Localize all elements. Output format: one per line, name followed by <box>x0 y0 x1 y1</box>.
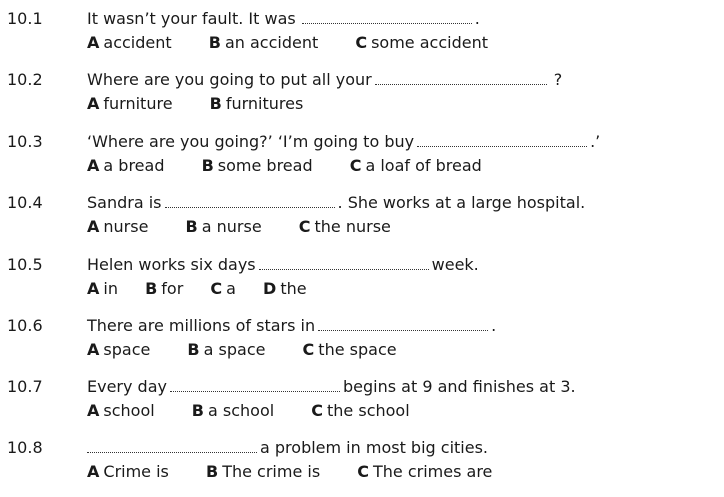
option-letter: C <box>349 156 362 175</box>
option-text: a nurse <box>201 217 262 236</box>
answer-blank[interactable] <box>318 316 488 331</box>
option-b[interactable] <box>187 339 265 361</box>
option-a[interactable] <box>87 32 172 54</box>
option-letter: B <box>201 156 214 175</box>
option-letter: B <box>145 279 158 298</box>
answer-blank[interactable] <box>170 377 340 392</box>
answer-options <box>87 32 488 54</box>
option-letter: A <box>87 156 100 175</box>
question-10-1 <box>0 8 724 68</box>
option-letter: D <box>263 279 277 298</box>
question-number: 10.1 <box>7 9 43 28</box>
option-letter: B <box>191 401 204 420</box>
question-10-8 <box>0 437 724 497</box>
stem-before: It wasn’t your fault. It was <box>87 9 296 28</box>
option-text: The crimes are <box>373 462 493 481</box>
stem-before: ‘Where are you going?’ ‘I’m going to buy <box>87 132 415 151</box>
question-stem <box>87 254 479 276</box>
question-10-2 <box>0 69 724 129</box>
option-b[interactable] <box>209 32 319 54</box>
option-letter: C <box>311 401 324 420</box>
option-c[interactable] <box>311 400 409 422</box>
option-c[interactable] <box>350 155 482 177</box>
stem-after: . <box>491 316 497 335</box>
option-text: a loaf of bread <box>365 156 482 175</box>
stem-after: week. <box>431 255 479 274</box>
option-text: school <box>103 401 155 420</box>
option-letter: C <box>355 33 368 52</box>
option-letter: C <box>357 462 369 481</box>
option-letter: B <box>208 33 221 52</box>
stem-after: a problem in most big cities. <box>260 438 488 457</box>
option-a[interactable] <box>87 155 164 177</box>
option-text: in <box>103 279 118 298</box>
question-number: 10.4 <box>7 193 43 212</box>
question-stem <box>87 131 600 153</box>
question-stem <box>87 315 496 337</box>
option-text: The crime is <box>222 462 321 481</box>
option-a[interactable] <box>87 461 169 483</box>
answer-blank[interactable] <box>87 438 257 453</box>
option-letter: A <box>87 94 100 113</box>
stem-before: Every day <box>87 377 167 396</box>
option-text: the school <box>327 401 410 420</box>
stem-before: Helen works six days <box>87 255 256 274</box>
option-text: a <box>226 279 236 298</box>
option-d[interactable] <box>263 278 307 300</box>
answer-blank[interactable] <box>417 132 587 147</box>
answer-blank[interactable] <box>302 9 472 24</box>
stem-before: Where are you going to put all your <box>87 70 372 89</box>
answer-options <box>87 93 303 115</box>
question-10-4 <box>0 192 724 252</box>
option-c[interactable] <box>299 216 391 238</box>
option-c[interactable] <box>355 32 488 54</box>
option-text: space <box>103 340 151 359</box>
option-a[interactable] <box>87 339 150 361</box>
option-a[interactable] <box>87 216 148 238</box>
stem-after: . <box>474 9 480 28</box>
option-a[interactable] <box>87 93 173 115</box>
answer-options <box>87 216 391 238</box>
question-number: 10.3 <box>7 132 43 151</box>
option-text: for <box>161 279 184 298</box>
option-text: some accident <box>371 33 488 52</box>
option-b[interactable] <box>202 155 313 177</box>
option-text: some bread <box>217 156 313 175</box>
question-10-3 <box>0 131 724 191</box>
option-text: the space <box>318 340 397 359</box>
option-text: the nurse <box>314 217 391 236</box>
question-10-6 <box>0 315 724 375</box>
option-a[interactable] <box>87 400 155 422</box>
option-letter: B <box>205 462 219 481</box>
stem-before: There are millions of stars in <box>87 316 316 335</box>
option-text: an accident <box>224 33 319 52</box>
question-number: 10.5 <box>7 255 43 274</box>
stem-after: . She works at a large hospital. <box>337 193 586 212</box>
option-text: furniture <box>103 94 173 113</box>
answer-options <box>87 461 492 483</box>
option-letter: B <box>185 217 198 236</box>
option-letter: C <box>210 279 223 298</box>
answer-blank[interactable] <box>259 255 429 270</box>
question-number: 10.6 <box>7 316 43 335</box>
option-letter: B <box>209 94 222 113</box>
option-letter: A <box>87 462 100 481</box>
answer-options <box>87 278 307 300</box>
option-a[interactable] <box>87 278 118 300</box>
question-number: 10.2 <box>7 70 43 89</box>
question-10-5 <box>0 254 724 314</box>
option-letter: C <box>302 340 315 359</box>
option-b[interactable] <box>145 278 183 300</box>
option-text: furnitures <box>225 94 304 113</box>
option-letter: A <box>87 33 100 52</box>
question-number: 10.8 <box>7 438 43 457</box>
answer-blank[interactable] <box>375 70 547 85</box>
option-c[interactable] <box>357 461 492 483</box>
option-text: accident <box>103 33 172 52</box>
option-c[interactable] <box>210 278 236 300</box>
answer-blank[interactable] <box>165 193 335 208</box>
option-text: a bread <box>103 156 165 175</box>
question-10-7 <box>0 376 724 436</box>
question-number: 10.7 <box>7 377 43 396</box>
option-text: the <box>280 279 307 298</box>
option-text: nurse <box>103 217 149 236</box>
question-stem <box>87 192 585 214</box>
stem-after: ? <box>553 70 563 89</box>
option-b[interactable] <box>206 461 320 483</box>
answer-options <box>87 339 397 361</box>
option-text: a school <box>207 401 275 420</box>
option-letter: B <box>187 340 200 359</box>
option-c[interactable] <box>303 339 397 361</box>
stem-after: begins at 9 and finishes at 3. <box>342 377 576 396</box>
option-letter: A <box>87 217 100 236</box>
stem-before: Sandra is <box>87 193 162 212</box>
question-stem <box>87 69 562 91</box>
option-text: Crime is <box>103 462 169 481</box>
question-stem <box>87 437 488 459</box>
option-b[interactable] <box>186 216 262 238</box>
question-stem <box>87 376 576 398</box>
option-b[interactable] <box>210 93 304 115</box>
option-letter: A <box>87 340 100 359</box>
option-b[interactable] <box>192 400 274 422</box>
answer-options <box>87 400 410 422</box>
option-letter: A <box>87 279 100 298</box>
question-stem <box>87 8 480 30</box>
option-letter: C <box>298 217 311 236</box>
option-text: a space <box>203 340 266 359</box>
option-letter: A <box>87 401 100 420</box>
stem-after: .’ <box>590 132 601 151</box>
answer-options <box>87 155 482 177</box>
